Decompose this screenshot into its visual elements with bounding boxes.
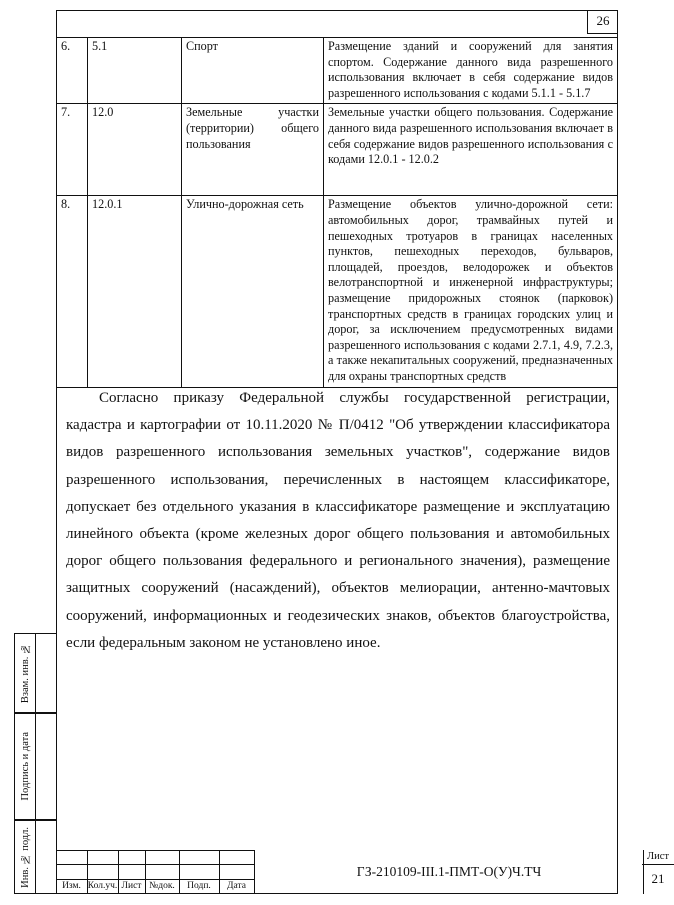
col-izm: Изм. xyxy=(62,881,81,891)
row-name: Спорт xyxy=(182,38,324,104)
row-code: 12.0 xyxy=(88,104,182,196)
col-data: Дата xyxy=(227,881,246,891)
row-number: 7. xyxy=(57,104,88,196)
sheet-number: 21 xyxy=(651,871,665,886)
page-number: 26 xyxy=(587,10,618,34)
side-stamp-podpis xyxy=(14,713,56,820)
row-code: 12.0.1 xyxy=(88,196,182,387)
row-description: Размещение зданий и сооружений для занятия спортом. Содержание данного вида разрешенного использования включает в себя содержание видов разрешенного использования с кодами 5.1.1 - 5.1.7 xyxy=(324,38,618,104)
body-paragraph: Согласно приказу Федеральной службы государственной регистрации, кадастра и картографии от 10.11.2020 № П/0412 "Об утверждении классификатора видов разрешенного использования земельных участков", содержание видов разрешенного использования, перечисленных в настоящем классификаторе, допускает без отдельного указания в классификаторе размещение и эксплуатацию линейного объекта (кроме железных дорог общего пользования и автомобильных дорог общего пользования федерального и регионального значения), размещение защитных сооружений (насаждений), объектов мелиорации, антенно-мачтовых сооружений, информационных и геодезических знаков, объектов благоустройства, если федеральным законом не установлено иное. xyxy=(66,390,610,651)
table-row xyxy=(57,38,618,104)
row-number: 6. xyxy=(57,38,88,104)
side-stamp-inv xyxy=(14,820,56,894)
col-podp: Подп. xyxy=(187,881,211,891)
revision-grid xyxy=(56,850,254,894)
table-row xyxy=(57,104,618,196)
vzam-label: Взам. инв. № xyxy=(19,642,31,704)
row-name: Земельные участки (территории) общего пользования xyxy=(182,104,324,196)
podpis-label: Подпись и дата xyxy=(19,732,31,801)
sheet-label: Лист xyxy=(647,851,669,862)
title-block xyxy=(56,850,669,894)
col-list: Лист xyxy=(121,881,142,891)
row-code: 5.1 xyxy=(88,38,182,104)
side-stamp-vzam xyxy=(14,633,56,713)
col-koluch: Кол.уч. xyxy=(87,881,118,891)
inv-label: Инв. № подл. xyxy=(19,826,31,888)
document-code: ГЗ-210109-III.1-ПМТ-О(У)Ч.ТЧ xyxy=(254,850,644,894)
col-ndok: №док. xyxy=(149,881,175,891)
row-name: Улично-дорожная сеть xyxy=(182,196,324,387)
row-description: Размещение объектов улично-дорожной сети: автомобильных дорог, трамвайных путей и пешеходных тротуаров в границах населенных пунктов, пешеходных переходов, бульваров, площадей, проездов, велодорожек и объектов велотранспортной и инженерной инфраструктуры; размещение придорожных стоянок (парковок) транспортных средств в границах городских улиц и дорог, за исключением предусмотренных видами разрешенного использования с кодами 2.7.1, 4.9, 7.2.3, а также некапитальных сооружений, предназначенных для охраны транспортных средств xyxy=(324,196,618,387)
row-description: Земельные участки общего пользования. Содержание данного вида разрешенного использования включает в себя содержание видов разрешенного использования с кодами 12.0.1 - 12.0.2 xyxy=(324,104,618,196)
row-number: 8. xyxy=(57,196,88,387)
land-use-table xyxy=(56,37,618,388)
table-row xyxy=(57,196,618,387)
